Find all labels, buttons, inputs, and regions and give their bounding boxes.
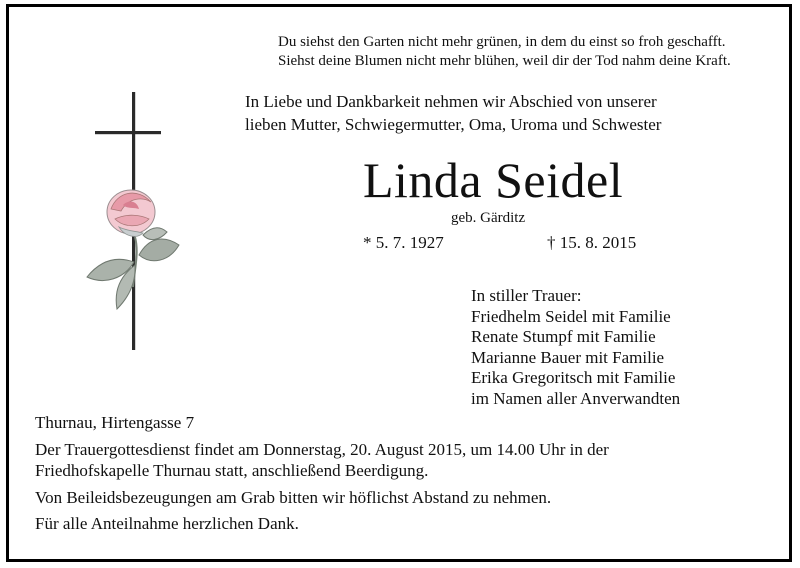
memorial-poem	[278, 33, 731, 71]
intro-line: lieben Mutter, Schwiegermutter, Oma, Uroma und Schwester	[245, 115, 662, 134]
condolence-request: Von Beileidsbezeugungen am Grab bitten wir höflichst Abstand zu nehmen.	[35, 488, 552, 507]
deceased-name: Linda Seidel	[363, 152, 624, 208]
mourner-line: Friedhelm Seidel mit Familie	[471, 306, 671, 326]
thanks-note: Für alle Anteilnahme herzlichen Dank.	[35, 514, 299, 533]
birth-name: geb. Gärditz	[451, 210, 526, 226]
death-date: † 15. 8. 2015	[547, 233, 637, 252]
cross-with-rose-emblem	[79, 87, 189, 352]
address: Thurnau, Hirtengasse 7	[35, 413, 195, 432]
funeral-service-info	[35, 439, 609, 481]
mourner-line: Marianne Bauer mit Familie	[471, 347, 665, 367]
service-line: Friedhofskapelle Thurnau statt, anschließend Beerdigung.	[35, 461, 429, 480]
mourners-heading: In stiller Trauer:	[471, 286, 582, 305]
poem-line: Du siehst den Garten nicht mehr grünen, in dem du einst so froh geschafft.	[278, 34, 726, 50]
poem-line: Siehst deine Blumen nicht mehr blühen, weil dir der Tod nahm deine Kraft.	[278, 53, 731, 69]
mourner-line: Erika Gregoritsch mit Familie	[471, 368, 676, 387]
birth-date: * 5. 7. 1927	[363, 233, 444, 252]
farewell-intro	[245, 90, 661, 136]
obituary-card	[6, 4, 792, 562]
mourner-line: Renate Stumpf mit Familie	[471, 327, 656, 346]
intro-line: In Liebe und Dankbarkeit nehmen wir Abschied von unserer	[245, 92, 657, 111]
mourner-line: im Namen aller Anverwandten	[471, 388, 681, 408]
service-line: Der Trauergottesdienst findet am Donnerstag, 20. August 2015, um 14.00 Uhr in der	[35, 440, 609, 459]
mourners-list	[471, 286, 680, 409]
